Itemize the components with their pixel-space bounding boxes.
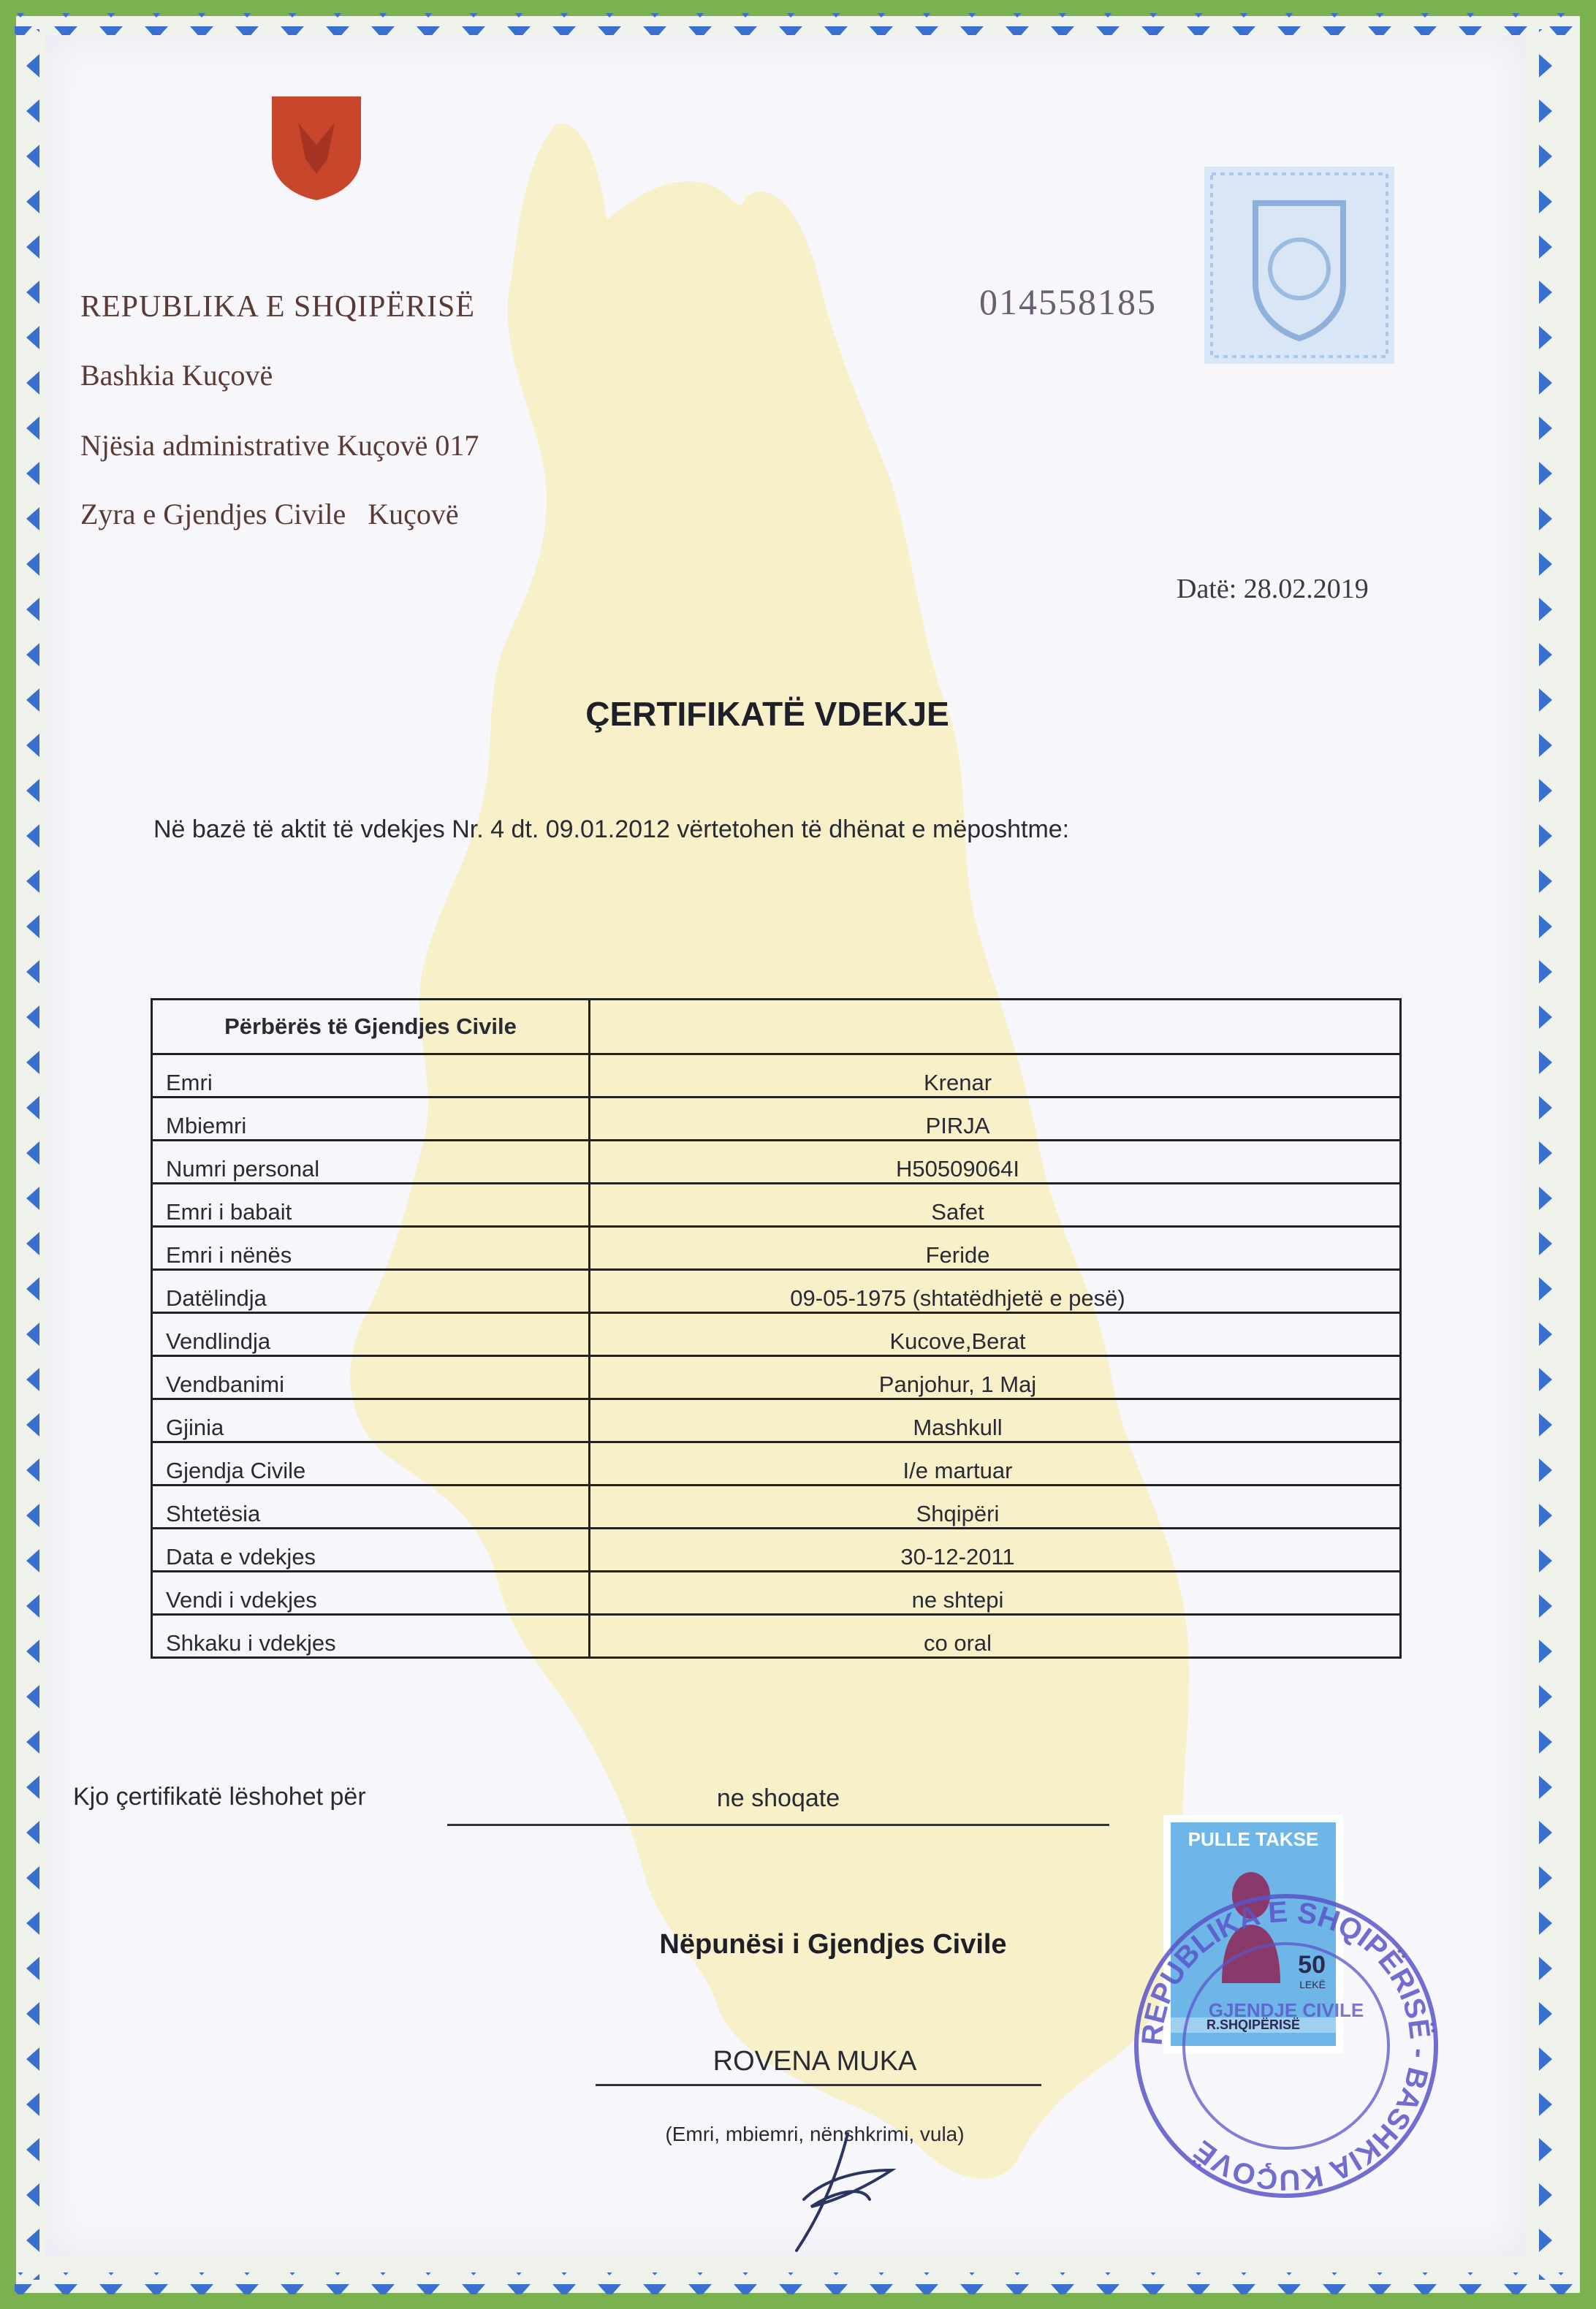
official-name-underline	[596, 2084, 1041, 2086]
table-row	[152, 1486, 1401, 1529]
row-value: 09-05-1975 (shtatëdhjetë e pesë)	[590, 1270, 1401, 1313]
tax-stamp-country: R.SHQIPËRISË	[1171, 2017, 1336, 2033]
table-row	[152, 1529, 1401, 1572]
table-row	[152, 1227, 1401, 1270]
coat-of-arms-icon	[269, 94, 364, 203]
row-label: Gjinia	[152, 1399, 590, 1442]
table-row	[152, 1054, 1401, 1098]
table-header-empty	[590, 1000, 1401, 1054]
row-label: Datëlindja	[152, 1270, 590, 1313]
row-value: Safet	[590, 1184, 1401, 1227]
row-value: Panjohur, 1 Maj	[590, 1356, 1401, 1399]
table-row	[152, 1270, 1401, 1313]
row-label: Vendlindja	[152, 1313, 590, 1356]
table-row	[152, 1184, 1401, 1227]
row-label: Gjendja Civile	[152, 1442, 590, 1486]
official-title: Nëpunësi i Gjendjes Civile	[659, 1929, 1007, 1960]
serial-number: 014558185	[979, 281, 1157, 322]
hologram-emblem-icon	[1204, 167, 1394, 364]
row-label: Data e vdekjes	[152, 1529, 590, 1572]
table-header: Përbërës të Gjendjes Civile	[152, 1000, 590, 1054]
row-label: Shkaku i vdekjes	[152, 1615, 590, 1658]
table-row	[152, 1572, 1401, 1615]
row-value: Mashkull	[590, 1399, 1401, 1442]
row-label: Numri personal	[152, 1141, 590, 1184]
table-row	[152, 1098, 1401, 1141]
issued-for-underline	[447, 1824, 1109, 1826]
table-row	[152, 1399, 1401, 1442]
row-value: H50509064I	[590, 1141, 1401, 1184]
table-header-row	[152, 1000, 1401, 1054]
intro-text: Në bazë të aktit të vdekjes Nr. 4 dt. 09.01.2012 vërtetohen të dhënat e mëposhtme:	[153, 815, 1070, 843]
signature-caption: (Emri, mbiemri, nënshkrimi, vula)	[665, 2123, 965, 2145]
row-label: Shtetësia	[152, 1486, 590, 1529]
tax-stamp-label: PULLE TAKSE	[1188, 1828, 1319, 1850]
row-value: 30-12-2011	[590, 1529, 1401, 1572]
civil-status-table	[151, 998, 1402, 1659]
row-label: Vendi i vdekjes	[152, 1572, 590, 1615]
republic-heading: REPUBLIKA E SHQIPËRISË	[80, 290, 476, 324]
seal-outer-text: REPUBLIKA E SHQIPËRISË - BASHKIA KUÇOVË	[1136, 1895, 1437, 2196]
seal-inner-text: GJENDJE CIVILE	[1208, 1999, 1364, 2021]
tax-stamp-unit: LEKË	[1299, 1979, 1326, 1990]
row-value: I/e martuar	[590, 1442, 1401, 1486]
row-value: co oral	[590, 1615, 1401, 1658]
row-value: Krenar	[590, 1054, 1401, 1098]
row-value: Kucove,Berat	[590, 1313, 1401, 1356]
row-label: Vendbanimi	[152, 1356, 590, 1399]
issue-date: Datë: 28.02.2019	[1177, 574, 1369, 604]
official-seal-icon	[1125, 1885, 1447, 2207]
table-row	[152, 1615, 1401, 1658]
issued-for-value: ne shoqate	[716, 1784, 840, 1812]
issued-for-label: Kjo çertifikatë lëshohet për	[73, 1783, 366, 1811]
row-label: Emri	[152, 1054, 590, 1098]
signature-icon	[760, 2119, 906, 2265]
office-label: Zyra e Gjendjes Civile Kuçovë	[80, 498, 459, 530]
tax-stamp-value: 50	[1298, 1951, 1326, 1979]
admin-unit-label: Njësia administrative Kuçovë 017	[80, 429, 479, 462]
row-label: Emri i babait	[152, 1184, 590, 1227]
table-row	[152, 1313, 1401, 1356]
table-row	[152, 1141, 1401, 1184]
table-row	[152, 1442, 1401, 1486]
row-value: ne shtepi	[590, 1572, 1401, 1615]
official-name: ROVENA MUKA	[712, 2046, 917, 2077]
certificate-title: ÇERTIFIKATË VDEKJE	[585, 695, 949, 733]
table-row	[152, 1356, 1401, 1399]
row-value: Feride	[590, 1227, 1401, 1270]
municipality-label: Bashkia Kuçovë	[80, 359, 273, 392]
row-value: PIRJA	[590, 1098, 1401, 1141]
row-value: Shqipëri	[590, 1486, 1401, 1529]
row-label: Mbiemri	[152, 1098, 590, 1141]
row-label: Emri i nënës	[152, 1227, 590, 1270]
